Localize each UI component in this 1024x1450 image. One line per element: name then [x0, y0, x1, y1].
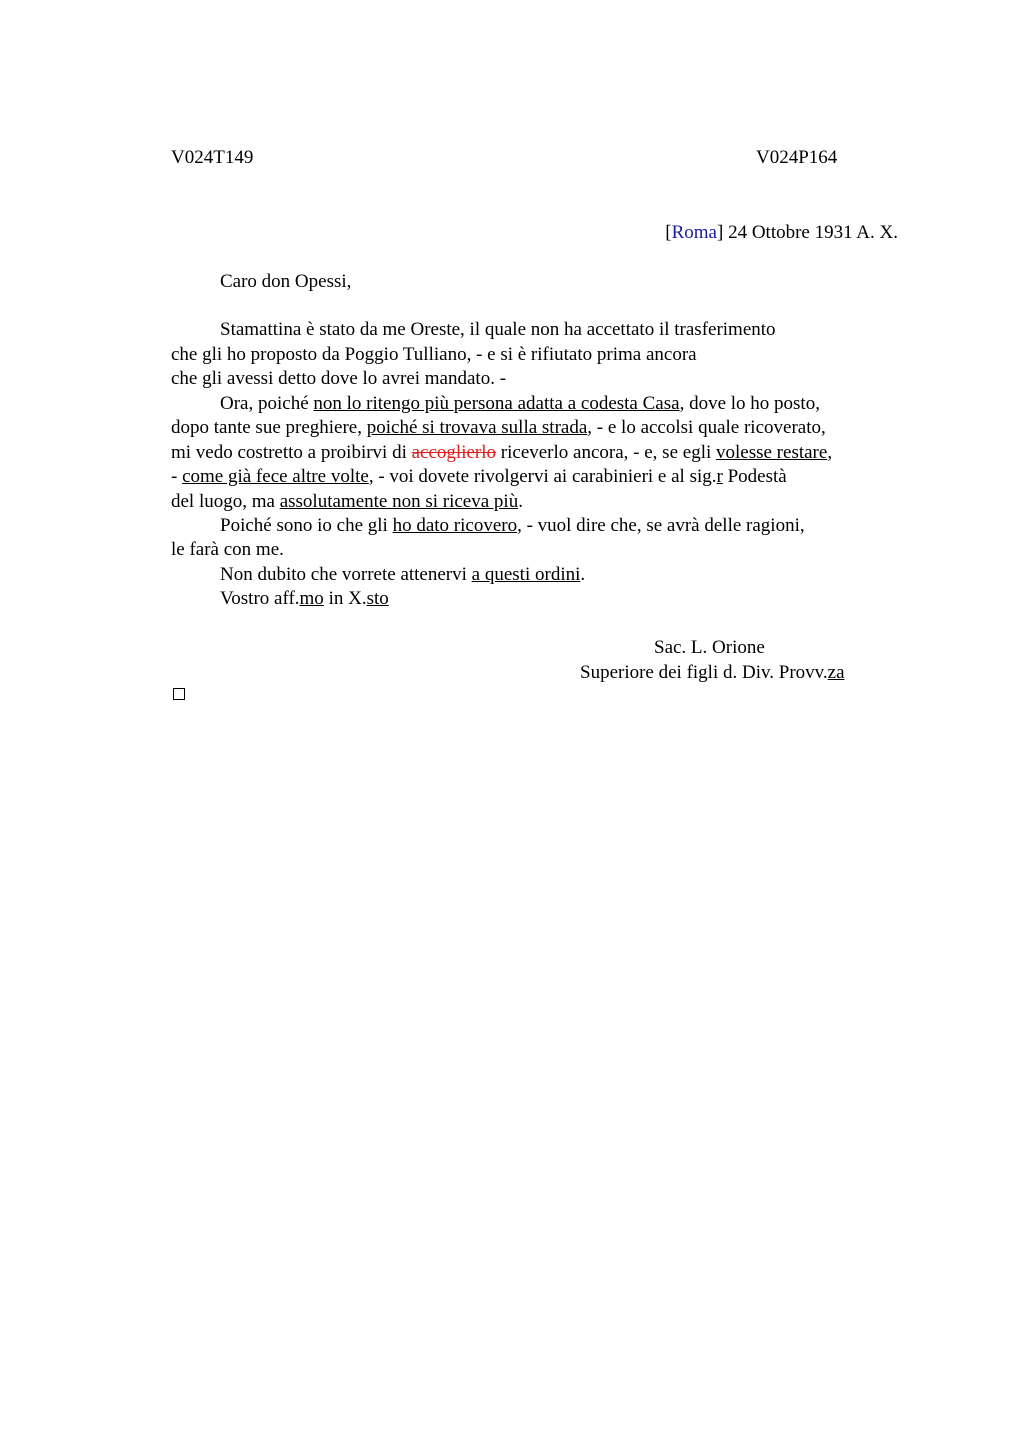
text-segment: Podestà — [722, 466, 787, 487]
body-line-6 — [171, 442, 832, 464]
text-segment: del luogo, ma — [171, 491, 280, 512]
underlined-phrase: non lo ritengo più persona adatta a codesta Casa — [313, 393, 680, 414]
header-right-code: V024P164 — [756, 147, 838, 168]
text-segment: Poiché sono io che gli — [220, 515, 393, 536]
body-line-4 — [220, 393, 820, 415]
text-segment: , - voi dovete rivolgervi ai carabinieri e al sig. — [368, 466, 717, 487]
date-bracket-close: ] — [716, 222, 724, 243]
struck-word: accoglierlo — [411, 442, 497, 463]
letter-date — [665, 222, 898, 244]
text-segment: Ora, poiché — [220, 393, 314, 414]
text-segment: , - e lo accolsi quale ricoverato, — [587, 417, 826, 438]
underlined-phrase: assolutamente non si riceva più — [279, 491, 519, 512]
date-bracket-open: [ — [665, 222, 672, 243]
checkbox-icon — [173, 688, 185, 700]
text-segment: , - vuol dire che, se avrà delle ragioni, — [517, 515, 805, 536]
date-text: 24 Ottobre 1931 A. X. — [723, 222, 898, 243]
date-place: Roma — [671, 222, 717, 243]
signature-title — [580, 662, 845, 684]
body-line-11 — [220, 564, 585, 586]
underlined-phrase: poiché si trovava sulla strada — [366, 417, 588, 438]
text-segment: Non dubito che vorrete attenervi — [220, 564, 472, 585]
underlined-abbreviation: mo — [299, 588, 324, 609]
body-line-9 — [220, 515, 805, 537]
underlined-phrase: ho dato ricovero — [392, 515, 518, 536]
underlined-abbreviation: r — [716, 466, 723, 487]
body-line-10: le farà con me. — [171, 539, 284, 560]
text-segment: . — [580, 564, 586, 585]
text-segment: , — [827, 442, 833, 463]
text-segment: dopo tante sue preghiere, — [171, 417, 367, 438]
body-line-7 — [171, 466, 787, 488]
text-segment: , dove lo ho posto, — [679, 393, 820, 414]
text-segment: Vostro aff. — [220, 588, 300, 609]
letter-greeting: Caro don Opessi, — [220, 271, 352, 292]
body-line-5 — [171, 417, 826, 439]
body-line-3: che gli avessi detto dove lo avrei mandato. - — [171, 368, 507, 389]
closing-line — [220, 588, 389, 610]
text-segment: - — [171, 466, 183, 487]
underlined-phrase: a questi ordini — [471, 564, 581, 585]
text-segment: mi vedo costretto a proibirvi di — [171, 442, 412, 463]
text-segment: riceverlo ancora, - e, se egli — [496, 442, 716, 463]
signature-name: Sac. L. Orione — [654, 637, 765, 658]
text-segment: Superiore dei figli d. Div. Provv. — [580, 662, 828, 683]
body-line-1: Stamattina è stato da me Oreste, il quale non ha accettato il trasferimento — [220, 319, 776, 340]
header-left-code: V024T149 — [171, 147, 254, 168]
underlined-abbreviation: za — [827, 662, 845, 683]
underlined-abbreviation: sto — [366, 588, 389, 609]
body-line-2: che gli ho proposto da Poggio Tulliano, - e si è rifiutato prima ancora — [171, 344, 697, 365]
body-line-8 — [171, 491, 523, 513]
text-segment: . — [518, 491, 523, 512]
text-segment: in X. — [323, 588, 367, 609]
underlined-phrase: come già fece altre volte — [182, 466, 369, 487]
underlined-phrase: volesse restare — [716, 442, 828, 463]
